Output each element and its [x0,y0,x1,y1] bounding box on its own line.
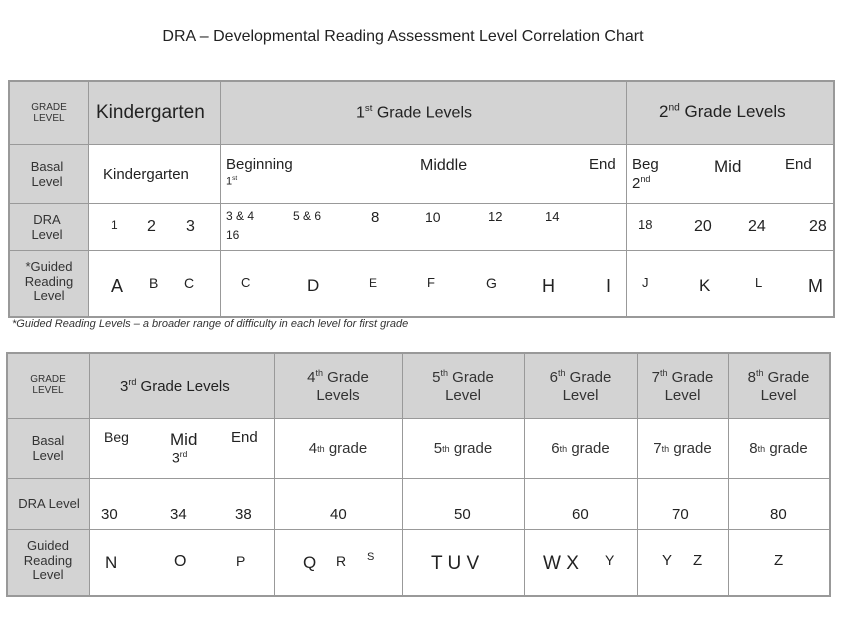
guided-value: H [542,276,555,296]
guided-value: M [808,276,823,296]
header-eighth-grade: 8th Grade Level [747,368,810,404]
dra-value: 50 [454,506,471,523]
basal-third-sub: 3rd [172,449,188,466]
header-kindergarten: Kindergarten [96,102,205,123]
guided-value: W X [543,553,579,574]
header-third-grade: 3rd Grade Levels [120,377,230,395]
basal-second-mid: Mid [714,157,742,176]
guided-value: T U V [431,553,480,574]
basal-first-beginning-sub: 1st [226,175,238,188]
dra-value: 30 [101,506,118,523]
guided-value: Z [774,552,784,569]
header-seventh-grade: 7th Grade Level [651,368,714,404]
header-second-grade: 2nd Grade Levels [659,102,786,121]
page-title: DRA – Developmental Reading Assessment Level Correlation Chart [162,28,644,45]
guided-value: Y [605,552,615,568]
basal-second-beg: Beg [632,156,659,173]
guided-value: D [307,276,320,295]
header-fifth-grade: 5th Grade Level [432,368,494,404]
guided-value: C [241,275,251,290]
guided-reading-label: *Guided Reading Level [24,258,74,304]
guided-value: S [367,551,375,563]
dra-value: 8 [371,209,380,226]
guided-value: Y [662,552,673,569]
dra-value: 80 [770,506,787,523]
header-fourth-grade: 4th Grade Levels [307,368,369,404]
guided-value: O [174,553,187,570]
table-2 [6,352,831,597]
basal-seventh-grade: 7 th grade [653,440,712,458]
dra-value: 40 [330,506,347,523]
basal-first-beginning: Beginning [226,156,293,173]
guided-value: F [427,275,435,290]
dra-value: 12 [488,209,503,224]
basal-third-mid: Mid [170,430,198,449]
basal-eighth-grade: 8 th grade [749,440,808,458]
basal-second-beg-sub: 2nd [632,174,651,192]
basal-fifth-grade: 5 th grade [433,440,493,458]
basal-first-middle: Middle [420,157,468,174]
basal-level-label: Basal Level [30,159,64,189]
guided-value: L [755,275,763,290]
basal-first-end: End [589,156,616,173]
basal-second-end: End [785,156,812,173]
dra-level-label: DRA Level [18,495,80,511]
guided-value: J [642,275,649,290]
grade-level-label: GRADE LEVEL [30,373,66,396]
guided-value: Q [303,553,317,572]
dra-value: 14 [545,209,560,224]
basal-third-beg: Beg [104,429,129,445]
dra-value: 60 [572,506,589,523]
dra-value: 28 [809,218,827,235]
dra-value: 3 [186,218,195,235]
dra-value: 38 [235,506,252,523]
basal-fourth-grade: 4 th grade [308,440,368,458]
guided-value: K [699,276,711,295]
guided-value: B [149,275,159,291]
dra-value: 2 [147,218,156,235]
dra-value: 70 [672,506,689,523]
guided-reading-label: Guided Reading Level [23,537,73,583]
grade-level-label: GRADE LEVEL [31,101,67,124]
footnote: *Guided Reading Levels – a broader range of difficulty in each level for first grade [12,318,409,330]
guided-value: E [369,276,378,290]
guided-value: R [336,553,347,569]
guided-value: N [105,553,118,572]
dra-value: 3 & 4 [226,209,255,223]
dra-value: 24 [748,218,766,235]
guided-value: C [184,275,195,291]
dra-value: 5 & 6 [293,209,322,223]
dra-value: 18 [638,217,653,232]
dra-level-label: DRA Level [31,212,63,242]
table-1 [8,80,835,318]
guided-value: Z [693,552,703,569]
basal-sixth-grade: 6 th grade [551,440,610,458]
guided-value: A [111,276,124,296]
guided-value: G [486,275,497,291]
basal-level-label: Basal Level [31,433,65,463]
header-first-grade: 1st Grade Levels [356,103,472,122]
dra-value: 16 [226,228,240,242]
guided-value: P [236,553,246,569]
dra-value: 20 [694,218,712,235]
dra-value: 34 [170,506,187,523]
guided-value: I [606,276,612,296]
header-sixth-grade: 6th Grade Level [549,368,612,404]
dra-value: 1 [111,218,118,232]
dra-value: 10 [425,209,441,225]
basal-third-end: End [231,429,258,446]
basal-kindergarten: Kindergarten [103,166,189,183]
